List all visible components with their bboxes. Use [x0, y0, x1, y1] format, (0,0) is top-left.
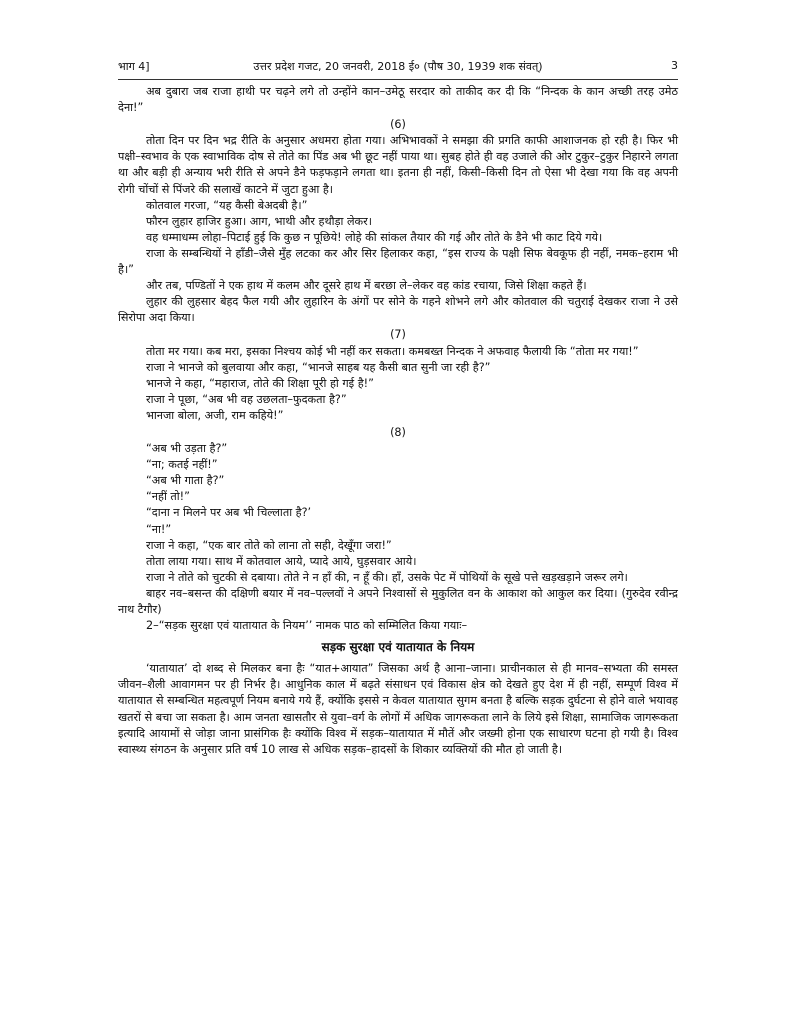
page-body — [118, 84, 678, 758]
paragraph: राजा के सम्बन्धियों ने हाँडी–जैसे मुँह लटका कर और सिर हिलाकर कहा, “इस राज्य के पक्षी सिफ बेवकूफ ही नहीं, नमक–हराम भी है।” — [118, 246, 678, 277]
paragraph: ‘यातायात’ दो शब्द से मिलकर बना हैः “यात+आयात” जिसका अर्थ है आना–जाना। प्राचीनकाल से ही मानव–सभ्यता की समस्त जीवन–शैली आवागमन पर ही निर्भर है। आधुनिक काल में बढ़ते संसाधन एवं विकास क्षेत्र को देखते हुए देश में ही नहीं, सम्पूर्ण विश्व में यातायात से सम्बन्धित महत्वपूर्ण नियम बनाये गये हैं, क्योंकि इससे न केवल यातायात सुगम बनता है बल्कि सड़क दुर्घटना से होने वाले भयावह खतरों से बचा जा सकता है। आम जनता खासतौर से युवा–वर्ग के लोगों में अधिक जागरूकता लाने के लिये इसे शिक्षा, सामाजिक जागरूकता इत्यादि आयामों से जोड़ा जाना प्रासंगिक हैः क्योंकि विश्व में सड़क–यातायात में मौतें और जख्मी होना एक साधारण घटना हो गयी है। विश्व स्वास्थ्य संगठन के अनुसार प्रति वर्ष 10 लाख से अधिक सड़क–हादसों के शिकार व्यक्तियों की मौत हो जाती है। — [118, 662, 678, 756]
dialogue-line: कोतवाल गरजा, “यह कैसी बेअदबी है।” — [146, 198, 308, 212]
header-rule — [118, 79, 678, 80]
section-number: (6) — [390, 118, 406, 132]
dialogue-line: “नहीं तो!” — [146, 490, 190, 504]
dialogue-line: भानजे ने कहा, “महाराज, तोते की शिक्षा पूरी हो गई है!” — [146, 376, 374, 390]
dialogue-line: “अब भी गाता है?” — [146, 474, 225, 488]
paragraph: वह धम्माधम्म लोहा–पिटाई हुई कि कुछ न पूछिये! लोहे की सांकल तैयार की गई और तोते के डैने भी काट दिये गये। — [146, 230, 603, 244]
dialogue-line: तोता लाया गया। साथ में कोतवाल आये, प्यादे आये, घुड़सवार आये। — [146, 554, 417, 568]
paragraph: तोता मर गया। कब मरा, इसका निश्चय कोई भी नहीं कर सकता। कमबख्त निन्दक ने अफवाह फैलायी कि “तोता मर गया!” — [146, 344, 639, 358]
dialogue-line: “ना!” — [146, 522, 172, 536]
page-header — [118, 59, 678, 77]
dialogue-line: राजा ने पूछा, “अब भी वह उछलता–फुदकता है?” — [146, 392, 347, 406]
paragraph: लुहार की लुहसार बेहद फैल गयी और लुहारिन के अंगों पर सोने के गहने शोभने लगे और कोतवाल की चतुराई देखकर राजा ने उसे सिरोपा अदा किया। — [118, 295, 678, 325]
section-number: (7) — [390, 328, 406, 342]
page-number: 3 — [671, 59, 678, 72]
dialogue-line: राजा ने भानजे को बुलवाया और कहा, “भानजे साहब यह कैसी बात सुनी जा रही है?” — [146, 360, 491, 374]
section-title: सड़क सुरक्षा एवं यातायात के नियम — [321, 640, 475, 655]
paragraph: तोता दिन पर दिन भद्र रीति के अनुसार अधमरा होता गया। अभिभावकों ने समझा की प्रगति काफी आशाजनक हो रही है। फिर भी पक्षी–स्वभाव के एक स्वाभाविक दोष से तोते का पिंड अब भी छूट नहीं पाया था। सुबह होते ही वह उजाले की ओर टुकुर–टुकुर निहारने लगता था और बड़ी ही अन्याय भरी रीति से अपने डैने फड़फड़ाने लगता था। इतना ही नहीं, किसी–किसी दिन तो ऐसा भी देखा गया कि वह अपनी रोगी चोंचों से पिंजरे की सलाखें काटने में जुटा हुआ है। — [118, 134, 678, 196]
gazette-title: उत्तर प्रदेश गजट, 20 जनवरी, 2018 ई० (पौष 30, 1939 शक संवत्) — [253, 60, 543, 73]
section-number: (8) — [390, 425, 406, 439]
amendment-line: 2–“सड़क सुरक्षा एवं यातायात के नियम’’ नामक पाठ को सम्मिलित किया गयाः– — [146, 619, 468, 633]
gazette-part: भाग 4] — [118, 60, 150, 73]
dialogue-line: भानजा बोला, अजी, राम कहिये!” — [146, 408, 284, 422]
dialogue-line: “अब भी उड़ता है?” — [146, 442, 228, 456]
paragraph: अब दुबारा जब राजा हाथी पर चढ़ने लगे तो उन्होंने कान–उमेठू सरदार को ताकीद कर दी कि “निन्दक के कान अच्छी तरह उमेठ देना!” — [118, 85, 678, 115]
paragraph: राजा ने तोते को चुटकी से दबाया। तोते ने न हाँ की, न हूँ की। हाँ, उसके पेट में पोथियों के सूखे पत्ते खड़खड़ाने जरूर लगे। — [146, 570, 628, 584]
dialogue-line: “दाना न मिलने पर अब भी चिल्लाता है?’ — [146, 506, 312, 520]
paragraph: बाहर नव–बसन्त की दक्षिणी बयार में नव–पल्लवों ने अपने निश्वासों से मुकुलित वन के आकाश को आकुल कर दिया। (गुरुदेव रवीन्द्र नाथ टैगौर) — [118, 586, 678, 616]
dialogue-line: फौरन लुहार हाजिर हुआ। आग, भाथी और हथौड़ा लेकर। — [146, 214, 372, 228]
paragraph: और तब, पण्डितों ने एक हाथ में कलम और दूसरे हाथ में बरछा ले–लेकर वह कांड रचाया, जिसे शिक्षा कहते हैं। — [146, 279, 587, 293]
dialogue-line: “ना; कतई नहीं!” — [146, 458, 218, 472]
dialogue-line: राजा ने कहा, “एक बार तोते को लाना तो सही, देखूँगा जरा!” — [146, 538, 392, 552]
